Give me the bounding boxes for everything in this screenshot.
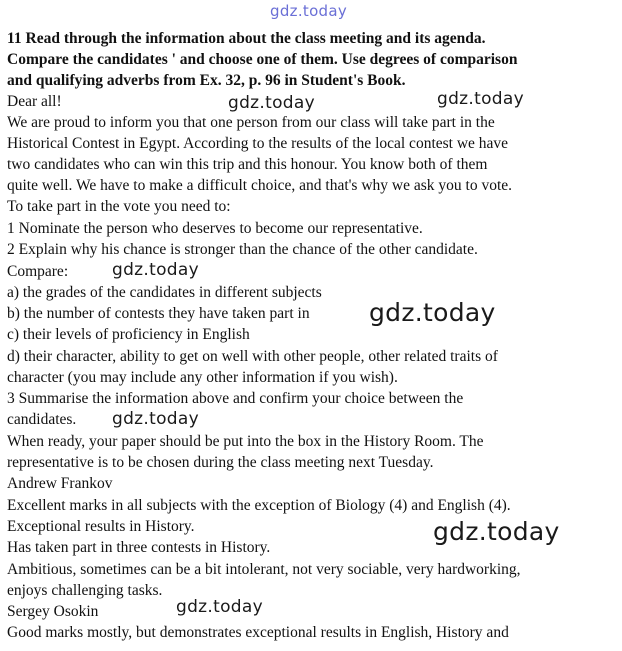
letter-line: c) their levels of proficiency in English bbox=[7, 326, 250, 343]
letter-line: quite well. We have to make a difficult choice, and that's why we ask you to vote. bbox=[7, 177, 513, 194]
watermark: gdz.today bbox=[112, 409, 199, 429]
candidate-line: Good marks mostly, but demonstrates exceptional results in English, History and bbox=[7, 624, 509, 641]
letter-greeting: Dear all! bbox=[7, 93, 62, 110]
letter-line: 3 Summarise the information above and confirm your choice between the bbox=[7, 390, 464, 407]
top-watermark: gdz.today bbox=[270, 2, 348, 20]
candidate-name: Andrew Frankov bbox=[7, 475, 113, 492]
candidate-name: Sergey Osokin bbox=[7, 603, 99, 620]
watermark: gdz.today bbox=[433, 517, 560, 546]
letter-line: Historical Contest in Egypt. According to the results of the local contest we have bbox=[7, 135, 509, 152]
watermark: gdz.today bbox=[176, 597, 263, 617]
letter-line: 1 Nominate the person who deserves to become our representative. bbox=[7, 220, 423, 237]
task-heading-line: and qualifying adverbs from Ex. 32, p. 96 in Student's Book. bbox=[7, 72, 406, 89]
letter-line: When ready, your paper should be put into the box in the History Room. The bbox=[7, 433, 484, 450]
watermark: gdz.today bbox=[369, 298, 496, 327]
letter-line: 2 Explain why his chance is stronger than the chance of the other candidate. bbox=[7, 241, 478, 258]
task-heading-line: 11 Read through the information about the class meeting and its agenda. bbox=[7, 30, 486, 47]
letter-line: b) the number of contests they have taken part in bbox=[7, 305, 310, 322]
watermark: gdz.today bbox=[437, 89, 524, 109]
letter-line: Compare: bbox=[7, 263, 69, 280]
candidate-line: enjoys challenging tasks. bbox=[7, 582, 163, 599]
letter-line: To take part in the vote you need to: bbox=[7, 198, 231, 215]
letter-line: two candidates who can win this trip and this honour. You know both of them bbox=[7, 156, 488, 173]
letter-line: We are proud to inform you that one person from our class will take part in the bbox=[7, 114, 495, 131]
letter-line: representative is to be chosen during the class meeting next Tuesday. bbox=[7, 454, 434, 471]
candidate-line: Excellent marks in all subjects with the exception of Biology (4) and English (4). bbox=[7, 497, 511, 514]
candidate-line: Has taken part in three contests in History. bbox=[7, 539, 271, 556]
task-heading-line: Compare the candidates ' and choose one of them. Use degrees of comparison bbox=[7, 51, 518, 68]
letter-line: character (you may include any other information if you wish). bbox=[7, 369, 398, 386]
candidate-line: Exceptional results in History. bbox=[7, 518, 195, 535]
letter-line: d) their character, ability to get on well with other people, other related traits of bbox=[7, 348, 498, 365]
letter-line: candidates. bbox=[7, 411, 77, 428]
watermark: gdz.today bbox=[228, 93, 315, 113]
letter-line: a) the grades of the candidates in different subjects bbox=[7, 284, 322, 301]
watermark: gdz.today bbox=[112, 260, 199, 280]
candidate-line: Ambitious, sometimes can be a bit intolerant, not very sociable, very hardworking, bbox=[7, 561, 521, 578]
